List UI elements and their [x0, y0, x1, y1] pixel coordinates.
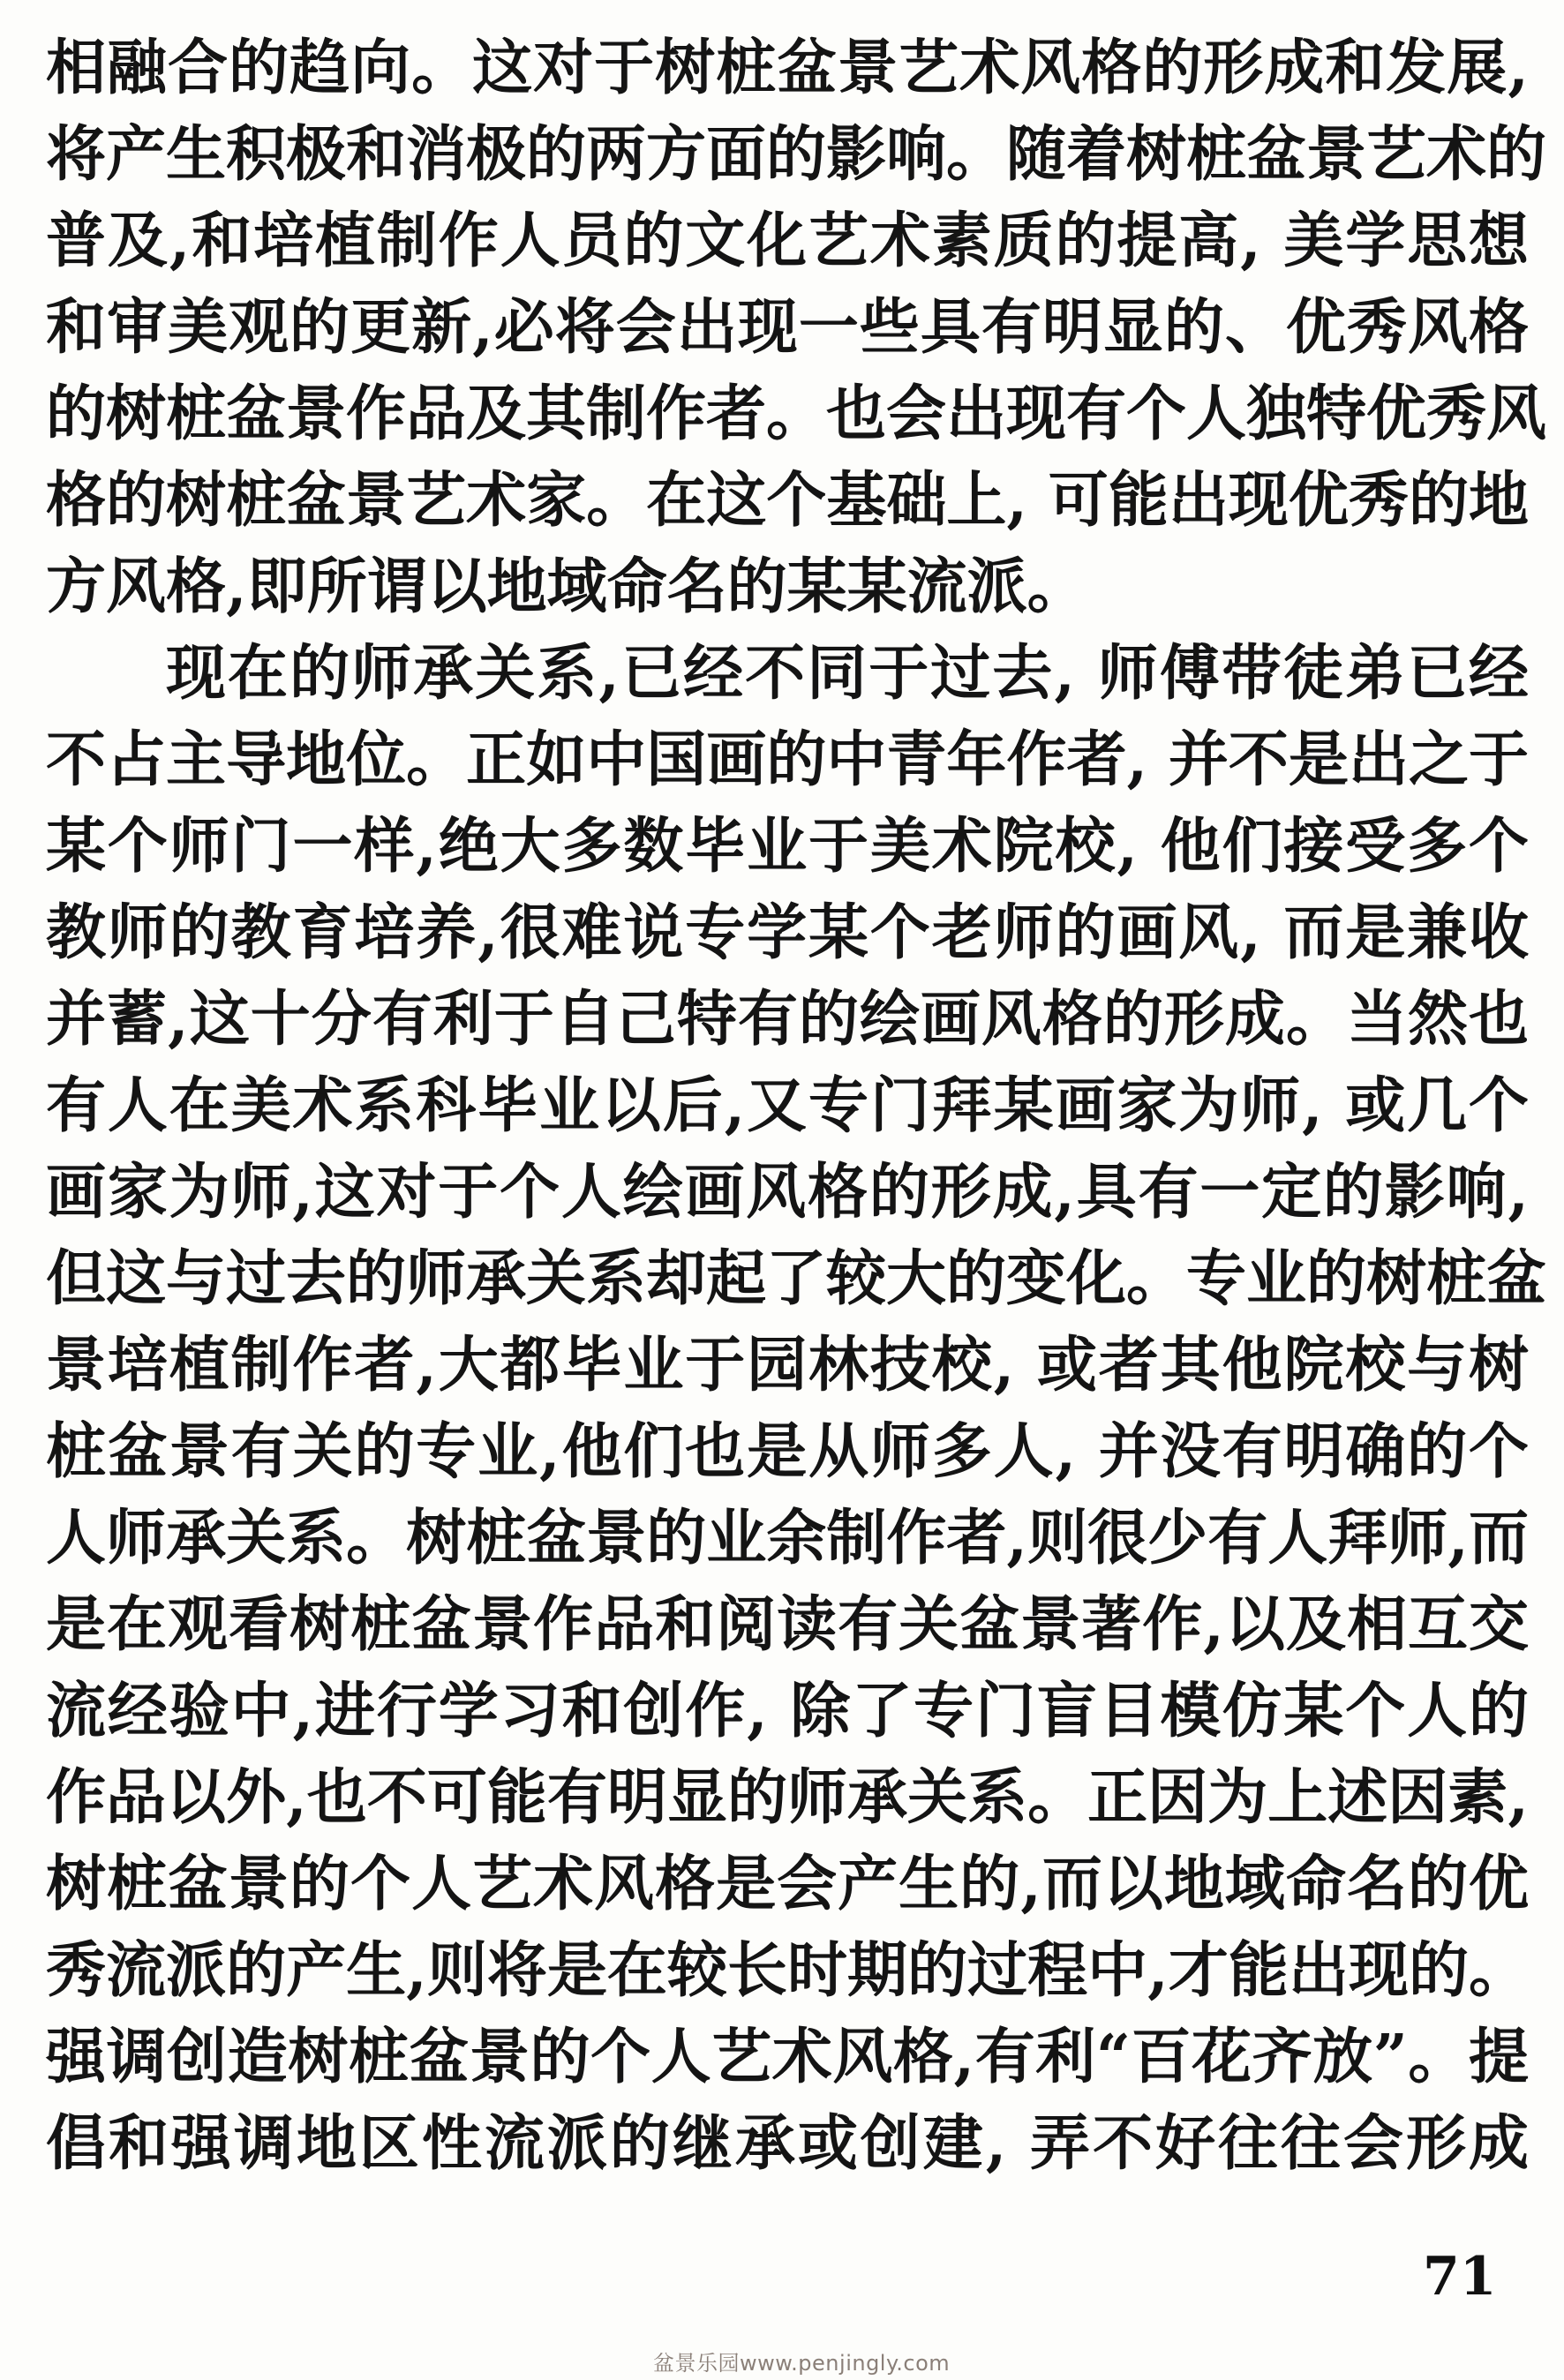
text-line: 强调创造树桩盆景的个人艺术风格,有利“百花齐放”。提	[46, 2022, 1529, 2092]
text-line: 并蓄,这十分有利于自己特有的绘画风格的形成。当然也	[46, 984, 1529, 1055]
text-line: 某个师门一样,绝大多数毕业于美术院校, 他们接受多个	[46, 811, 1529, 882]
text-line: 的树桩盆景作品及其制作者。也会出现有个人独特优秀风	[46, 379, 1547, 449]
text-line: 流经验中,进行学习和创作, 除了专门盲目模仿某个人的	[46, 1676, 1529, 1746]
page-number: 71	[1423, 2246, 1497, 2308]
text-line: 倡和强调地区性流派的继承或创建, 弄不好往往会形成	[46, 2108, 1529, 2179]
site-watermark: 盆景乐园www.penjingly.com	[653, 2351, 951, 2376]
paragraph-1	[46, 25, 1547, 630]
text-line: 格的树桩盆景艺术家。在这个基础上, 可能出现优秀的地	[46, 465, 1529, 536]
text-line: 教师的教育培养,很难说专学某个老师的画风, 而是兼收	[46, 897, 1529, 968]
paragraph-2	[46, 630, 1547, 2187]
text-line: 人师承关系。树桩盆景的业余制作者,则很少有人拜师,而	[46, 1503, 1529, 1573]
text-line: 是在观看树桩盆景作品和阅读有关盆景著作,以及相互交	[46, 1589, 1529, 1660]
text-line: 秀流派的产生,则将是在较长时期的过程中,才能出现的。	[46, 1935, 1529, 2006]
text-line: 相融合的趋向。这对于树桩盆景艺术风格的形成和发展,	[46, 33, 1529, 103]
text-line: 和审美观的更新,必将会出现一些具有明显的、优秀风格	[46, 292, 1529, 363]
text-line: 树桩盆景的个人艺术风格是会产生的,而以地域命名的优	[46, 1849, 1529, 1919]
text-line: 现在的师承关系,已经不同于过去, 师傅带徒弟已经	[166, 638, 1529, 709]
text-line: 有人在美术系科毕业以后,又专门拜某画家为师, 或几个	[46, 1070, 1529, 1141]
text-line: 方风格,即所谓以地域命名的某某流派。	[46, 552, 1087, 622]
text-line: 不占主导地位。正如中国画的中青年作者, 并不是出之于	[46, 725, 1529, 795]
text-line: 作品以外,也不可能有明显的师承关系。正因为上述因素,	[46, 1762, 1529, 1833]
text-line: 画家为师,这对于个人绘画风格的形成,具有一定的影响,	[46, 1157, 1529, 1228]
text-line: 但这与过去的师承关系却起了较大的变化。专业的树桩盆	[46, 1243, 1547, 1314]
text-line: 景培植制作者,大都毕业于园林技校, 或者其他院校与树	[46, 1330, 1529, 1400]
text-line: 普及,和培植制作人员的文化艺术素质的提高, 美学思想	[46, 206, 1529, 276]
text-line: 桩盆景有关的专业,他们也是从师多人, 并没有明确的个	[46, 1416, 1529, 1487]
text-line: 将产生积极和消极的两方面的影响。随着树桩盆景艺术的	[46, 119, 1547, 190]
body-text	[46, 25, 1547, 2187]
